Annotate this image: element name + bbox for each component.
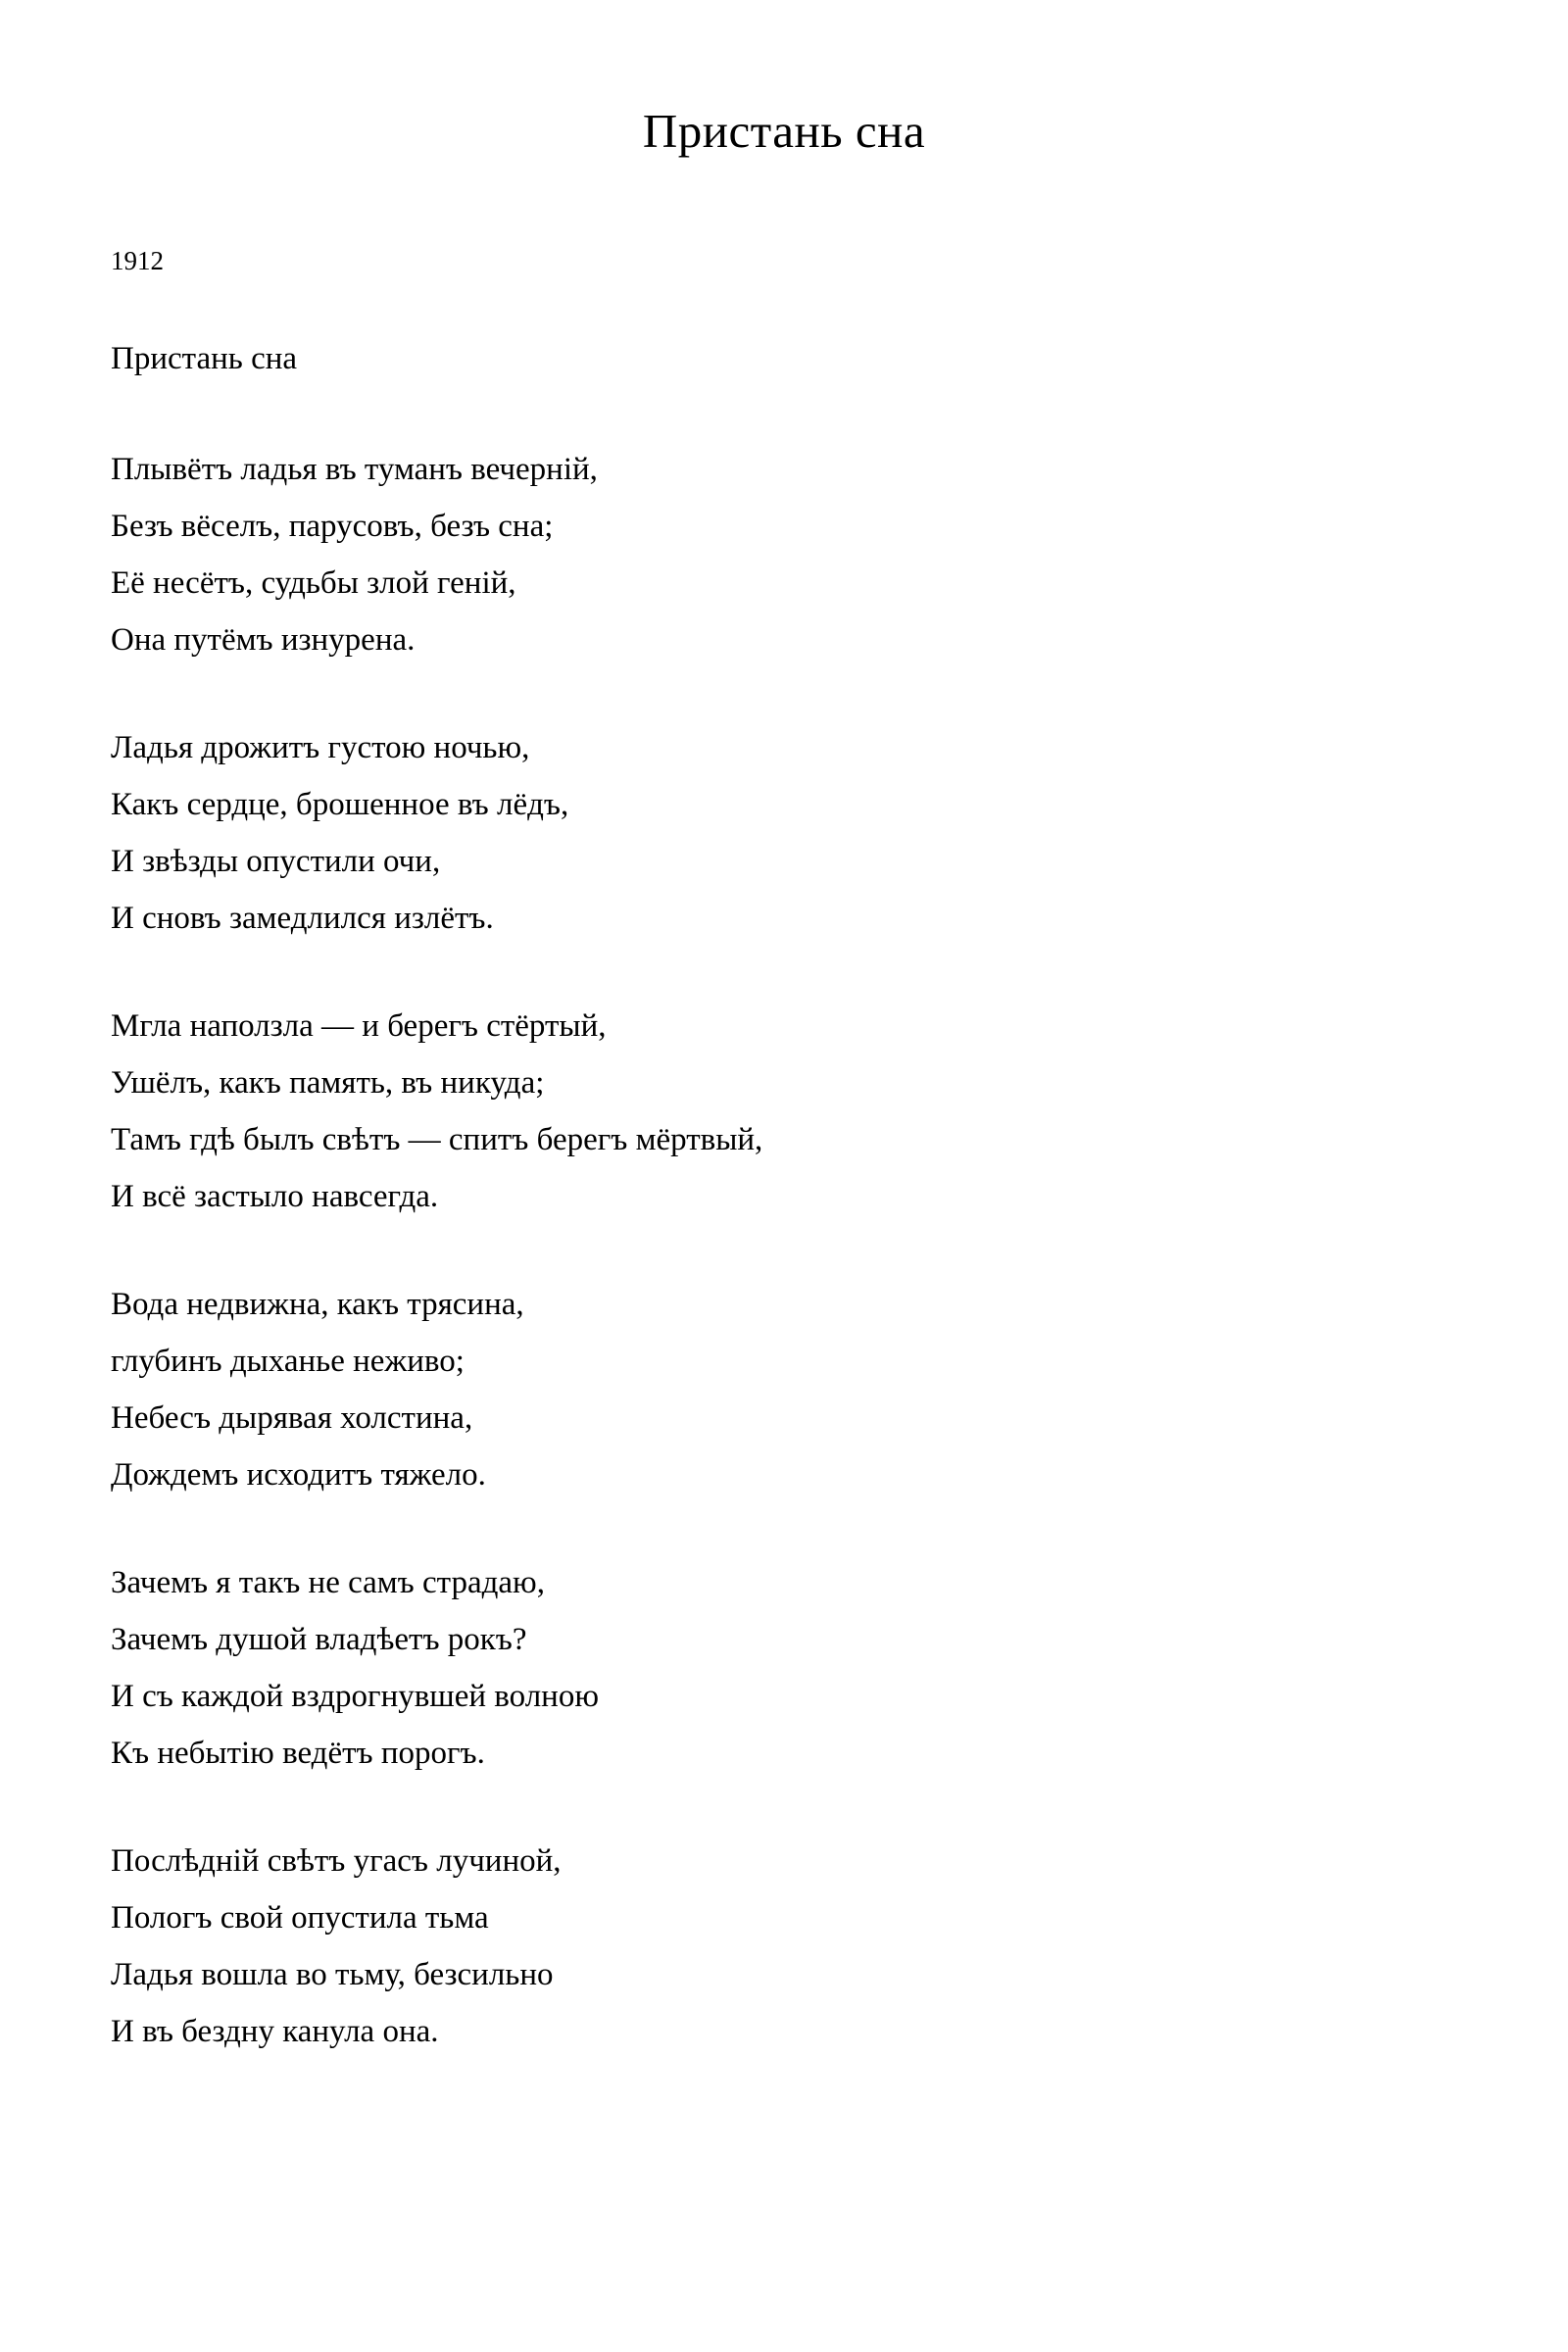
poem-year: 1912 (111, 246, 164, 275)
poem-line: Зачемъ душой владѣетъ рокъ? (111, 1622, 527, 1657)
poem-line: Ушёлъ, какъ память, въ никуда; (111, 1065, 545, 1101)
poem-line: И сновъ замедлился излётъ. (111, 901, 494, 936)
poem-line: Она путёмъ изнурена. (111, 622, 416, 658)
poem-line: Тамъ гдѣ былъ свѣтъ — спитъ берегъ мёртвый, (111, 1122, 763, 1157)
poem-line: И съ каждой вздрогнувшей волною (111, 1679, 599, 1714)
poem-line: Пологъ свой опустила тьма (111, 1900, 489, 1936)
stanza-1 (111, 441, 1457, 668)
poem-line: Мгла наползла — и берегъ стёртый, (111, 1008, 607, 1044)
poem-line: Плывётъ ладья въ туманъ вечерній, (111, 452, 598, 487)
poem-line: глубинъ дыханье неживо; (111, 1344, 465, 1379)
stanza-6 (111, 1833, 1457, 2060)
poem-line: И звѣзды опустили очи, (111, 844, 441, 879)
poem-line: Послѣдній свѣтъ угасъ лучиной, (111, 1843, 562, 1879)
poem-subtitle: Пристань сна (111, 341, 298, 376)
poem-line: И всё застыло навсегда. (111, 1179, 439, 1214)
poem-line: Вода недвижна, какъ трясина, (111, 1287, 524, 1322)
poem-line: Къ небытію ведётъ порогъ. (111, 1736, 485, 1771)
poem-line: Небесъ дырявая холстина, (111, 1400, 473, 1436)
stanza-3 (111, 998, 1457, 1225)
poem-line: Безъ вёселъ, парусовъ, безъ сна; (111, 509, 554, 544)
poem-line: Дождемъ исходитъ тяжело. (111, 1457, 486, 1493)
stanza-4 (111, 1276, 1457, 1503)
poem-line: Её несётъ, судьбы злой геній, (111, 565, 516, 601)
page-title: Пристань сна (642, 104, 926, 158)
stanza-2 (111, 719, 1457, 947)
stanza-5 (111, 1554, 1457, 1782)
poem-line: Ладья вошла во тьму, безсильно (111, 1957, 554, 1992)
poem-line: Зачемъ я такъ не самъ страдаю, (111, 1565, 545, 1600)
poem-line: И въ бездну канула она. (111, 2014, 439, 2049)
poem-line: Ладья дрожитъ густою ночью, (111, 730, 530, 765)
poem-line: Какъ сердце, брошенное въ лёдъ, (111, 787, 569, 822)
